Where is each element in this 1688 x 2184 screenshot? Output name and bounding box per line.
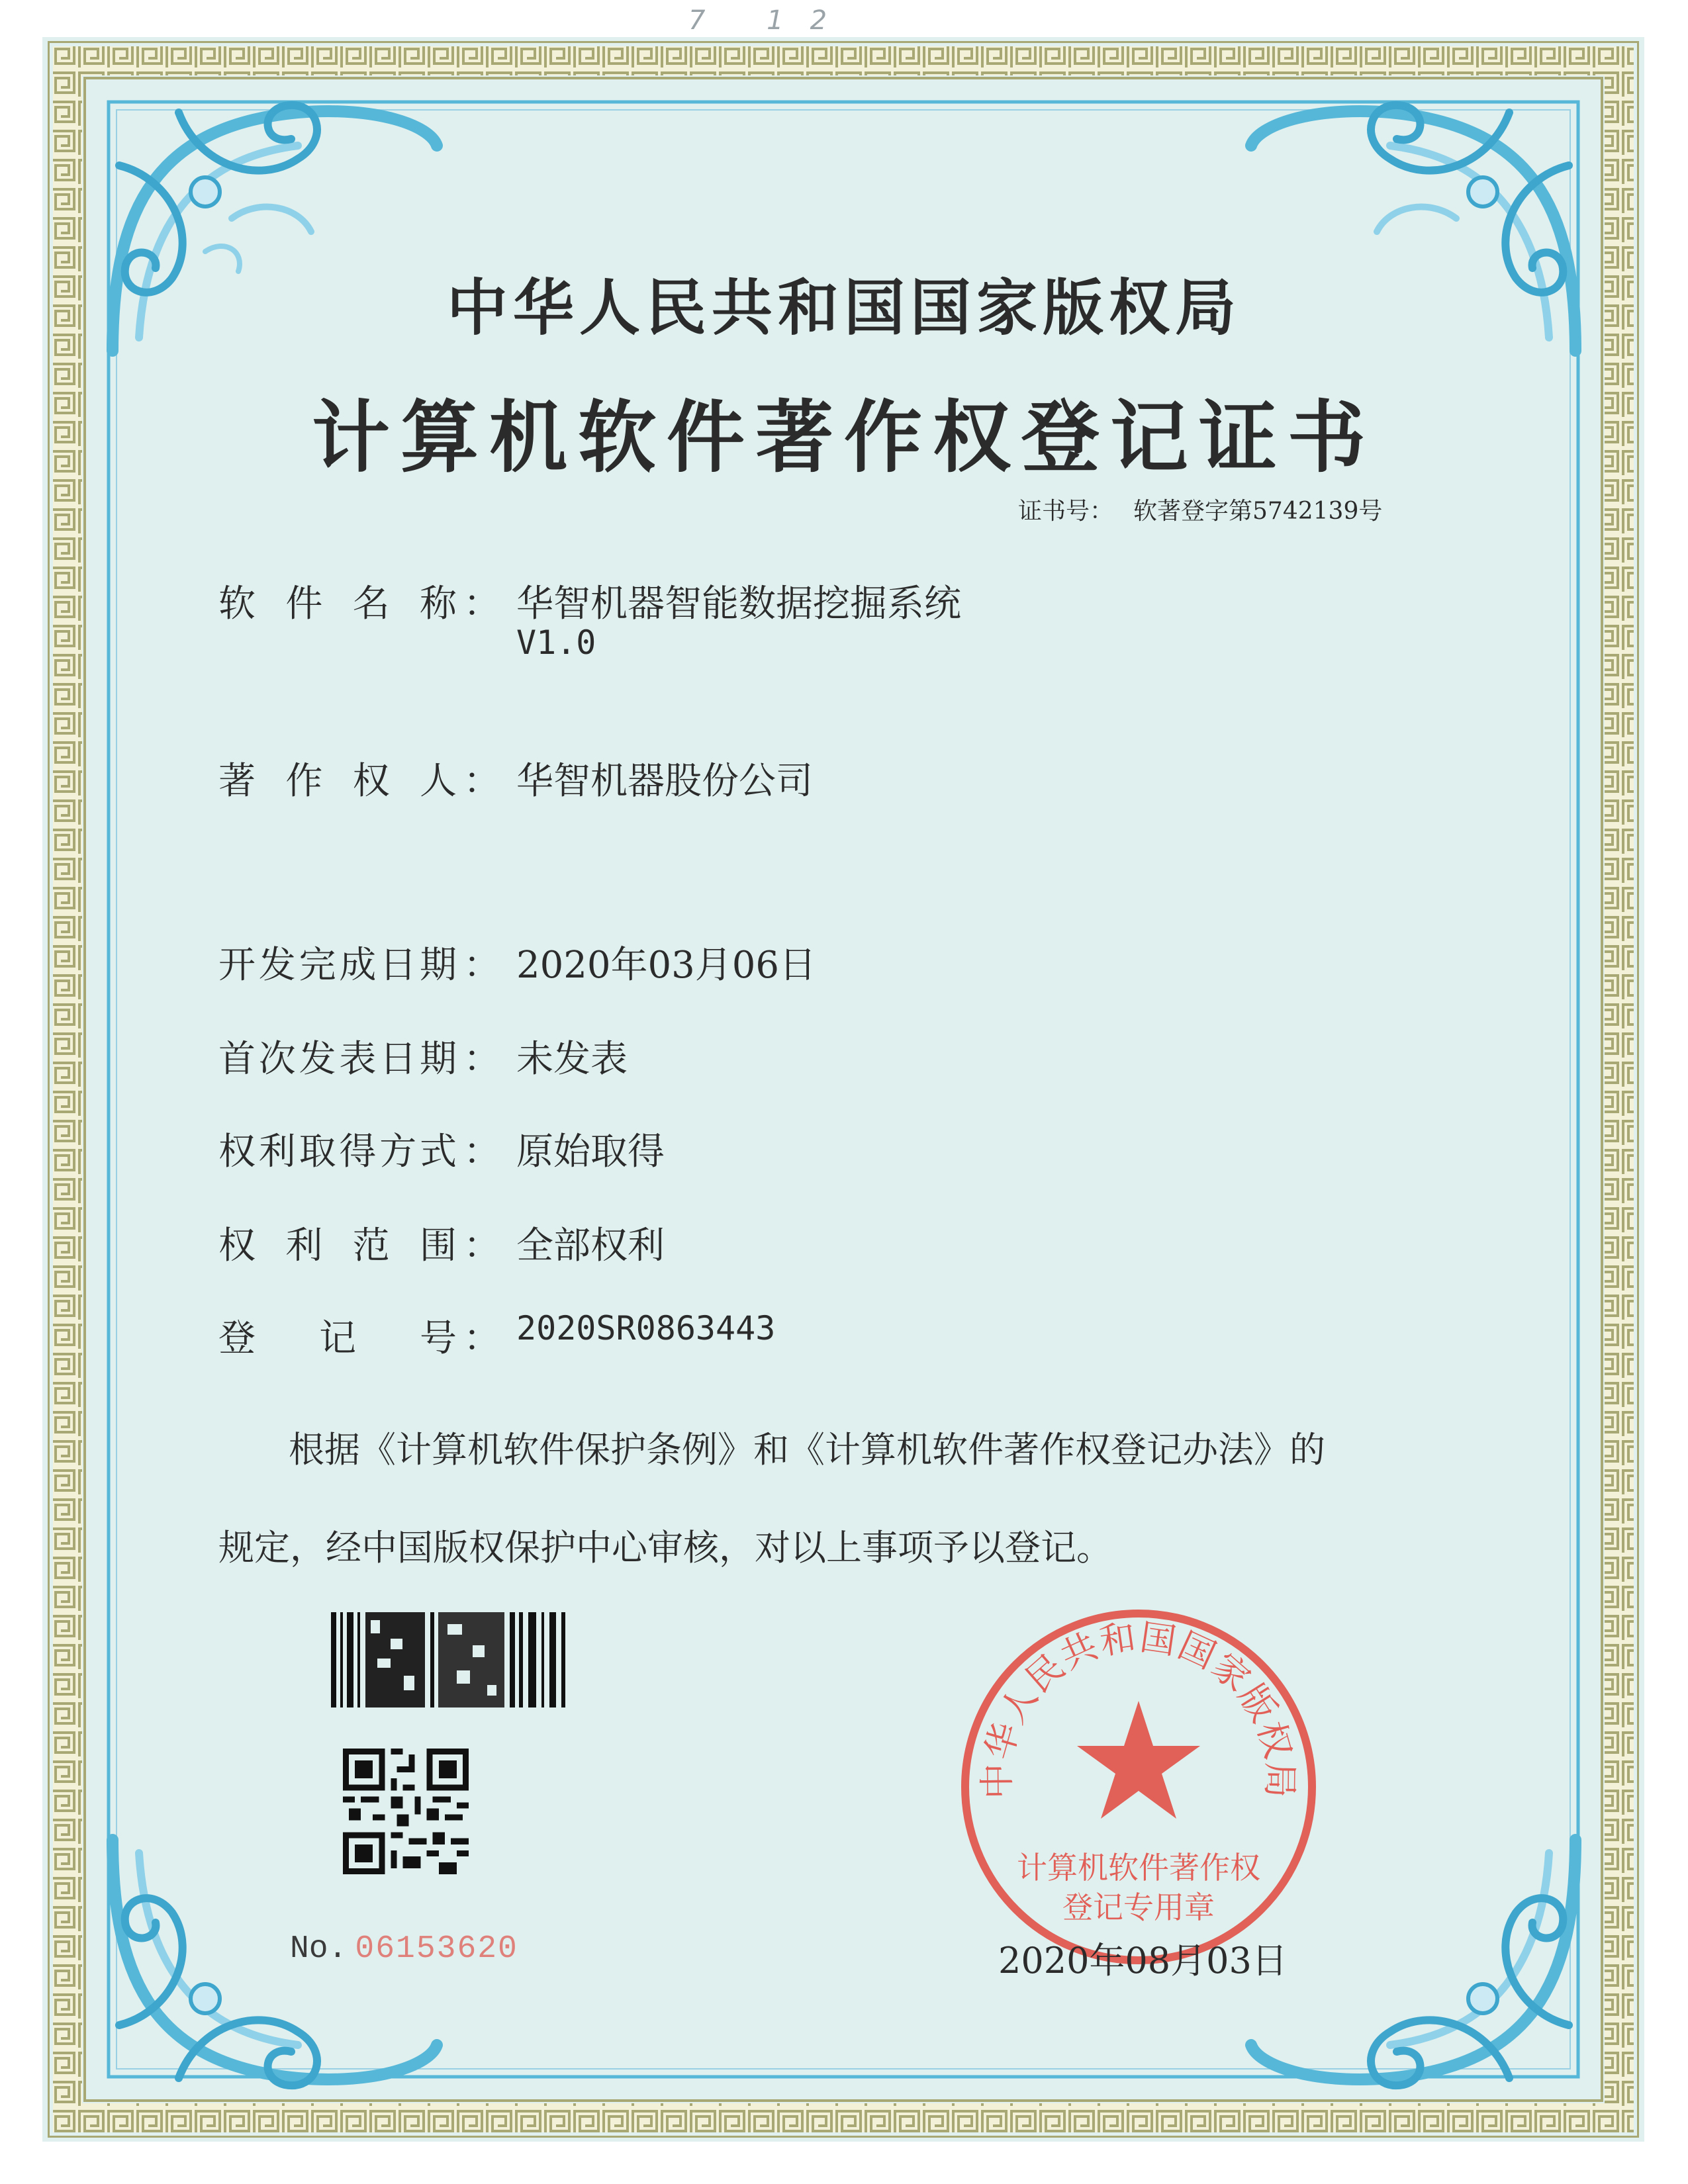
certificate-number (1018, 492, 1402, 526)
field-value: 全部权利 (516, 1224, 665, 1267)
field-value: 原始取得 (516, 1130, 665, 1173)
field-label: 登 记 号 (218, 1317, 457, 1360)
handwritten-note: 7 12 (688, 5, 854, 36)
serial-prefix: No. (290, 1931, 348, 1967)
field-value-version: V1.0 (516, 623, 596, 662)
serial-value: 06153620 (355, 1931, 518, 1967)
seal-arc-text: 中华人民共和国国家版权局 (976, 1615, 1301, 1799)
barcode (331, 1612, 569, 1707)
certificate-number-value: 软著登字第5742139号 (1133, 498, 1383, 525)
issue-date: 2020年08月03日 (998, 1940, 1288, 1981)
issuing-authority: 中华人民共和国国家版权局 (446, 272, 1241, 343)
field-value: 未发表 (516, 1038, 628, 1081)
qr-code (343, 1749, 469, 1874)
field-value: 2020SR0863443 (516, 1309, 776, 1347)
field-label: 开 发 完 成 日 期 (218, 944, 457, 987)
statement-line-1: 根据《计算机软件保护条例》和《计算机软件著作权登记办法》的 (289, 1429, 1325, 1471)
field-label: 权 利 取 得 方 式 (218, 1130, 457, 1173)
field-value: 华智机器股份公司 (516, 760, 813, 803)
certificate-title: 计算机软件著作权登记证书 (311, 391, 1376, 483)
field-label: 首 次 发 表 日 期 (218, 1038, 457, 1081)
field-value: 华智机器智能数据挖掘系统 (516, 582, 961, 625)
field-value: 2020年03月06日 (516, 944, 817, 987)
certificate-page: 7 12 中华人民共和国国家版权局 计算机软件著作权登记证书 证书号： 软著登字第5742139号 软 件 名 称 ： 华智机器智能数据挖掘系统 V1.0 著 作 权 人 ： 华智机器股份公司 开 发 完 成 日 期 ： 2020年03月06日 首 次 发 表 日 期 ： 未发表 权 利 取 得 方 式 ： 原始取得 权 利 范 围 ： 全部权利 登 记 号 ： 2020SR0863443 根据《计算机软件保护条例》和《计算机软件著作权登记办法》的 规定，经中国版权保护中心审核，对以上事项予以登记。 No. 06153620 中华人民共和国国家版权局 计算机软件著作权 登记专用章 2020年08月03日 (0, 0, 1688, 2184)
statement-line-2: 规定，经中国版权保护中心审核，对以上事项予以登记。 (218, 1527, 1112, 1569)
seal-line-2: 登记专用章 (1062, 1889, 1215, 1925)
field-label: 软 件 名 称 (218, 582, 457, 625)
field-label: 著 作 权 人 (218, 760, 457, 803)
certificate-number-label: 证书号： (1018, 498, 1114, 525)
field-label: 权 利 范 围 (218, 1224, 457, 1267)
seal-line-1: 计算机软件著作权 (1017, 1850, 1260, 1886)
official-seal (953, 1602, 1324, 1972)
serial-number (290, 1931, 518, 1967)
